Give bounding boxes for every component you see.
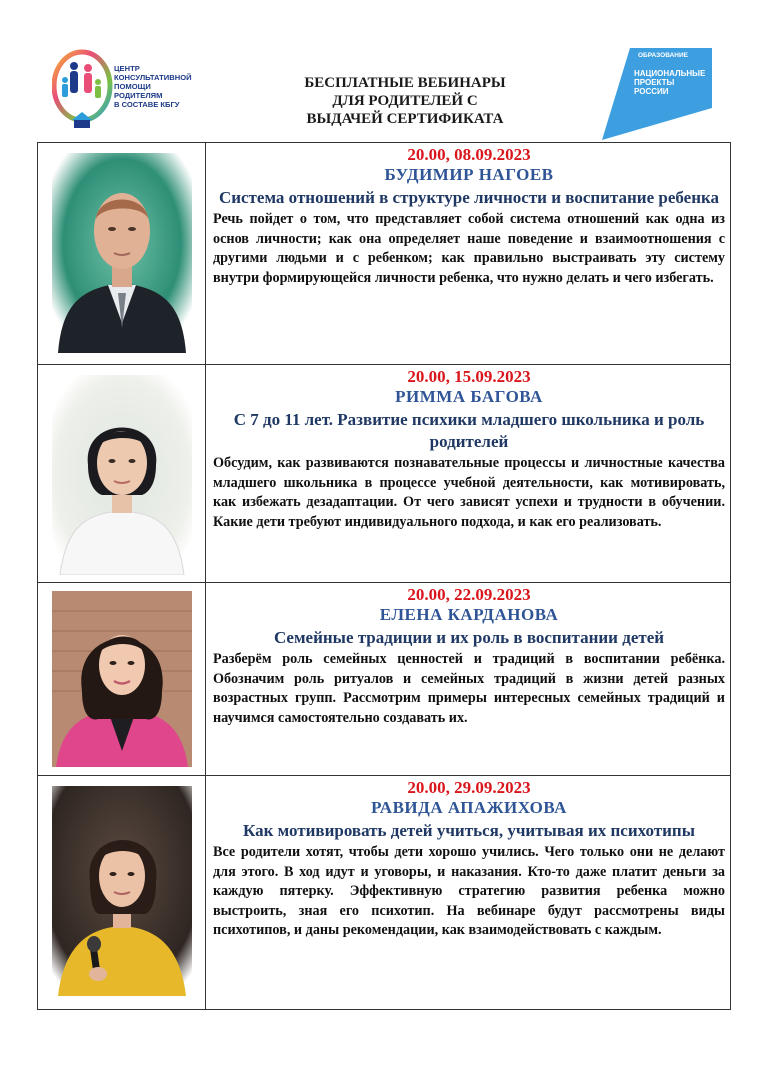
portrait-woman-microphone-icon xyxy=(52,786,192,996)
speaker-name: ЕЛЕНА КАРДАНОВА xyxy=(379,605,559,624)
logo-line: НАЦИОНАЛЬНЫЕ xyxy=(634,69,706,78)
speaker-name: РИММА БАГОВА xyxy=(395,387,543,406)
portrait-woman-white-blouse-icon xyxy=(52,375,192,575)
portrait-man-suit-icon xyxy=(52,153,192,353)
webinar-topic: Как мотивировать детей учиться, учитывая их психотипы xyxy=(243,821,695,840)
logo-line: РОССИИ xyxy=(634,87,669,96)
webinar-datetime: 20.00, 15.09.2023 xyxy=(407,367,531,386)
photo-cell xyxy=(38,776,206,1010)
speaker-photo xyxy=(52,786,192,996)
speaker-photo xyxy=(52,591,192,767)
logo-line: ПРОЕКТЫ xyxy=(634,78,675,87)
webinar-info xyxy=(206,365,731,583)
webinar-info xyxy=(206,776,731,1010)
webinar-topic: С 7 до 11 лет. Развитие психики младшего школьника и роль родителей xyxy=(233,410,705,451)
title-line-2: ДЛЯ РОДИТЕЛЕЙ С xyxy=(332,93,478,109)
logo-line: ПОМОЩИ xyxy=(114,82,151,91)
webinar-topic: Система отношений в структуре личности и воспитание ребенка xyxy=(218,188,720,207)
webinar-topic: Семейные традиции и их роль в воспитании детей xyxy=(273,628,665,647)
logo-line: КОНСУЛЬТАТИВНОЙ xyxy=(114,73,192,82)
webinar-description: Все родители хотят, чтобы дети хорошо учились. Чего только они не делают для этого. В ход идут и уговоры, и наказания. Кто-то даже платит деньги за каждую пятерку. Эффективную стратегию развития ребенка можно выстроить, зная его психотип. На вебинаре будут рассмотрены виды психотипов, и даны рекомендации, как взаимодействовать с каждым. xyxy=(213,844,725,939)
webinar-datetime: 20.00, 29.09.2023 xyxy=(407,778,531,797)
photo-cell xyxy=(38,365,206,583)
logo-line: РОДИТЕЛЯМ xyxy=(114,91,163,100)
page-title xyxy=(240,74,570,128)
webinar-datetime: 20.00, 22.09.2023 xyxy=(407,585,531,604)
table-row xyxy=(38,776,731,1010)
webinar-info xyxy=(206,143,731,365)
speaker-name: БУДИМИР НАГОЕВ xyxy=(384,165,554,184)
table-row xyxy=(38,143,731,365)
speaker-photo xyxy=(52,153,192,353)
logo-top-text: ОБРАЗОВАНИЕ xyxy=(638,52,688,59)
webinar-description: Разберём роль семейных ценностей и традиций в воспитании ребёнка. Обозначим роль ритуалов и семейных традиций в жизни детей разных возрастных групп. Рассмотрим примеры интересных семейных традиций и научимся самостоятельно создавать их. xyxy=(213,651,725,726)
webinar-schedule-table xyxy=(37,142,731,1010)
center-logo xyxy=(52,46,192,136)
webinar-datetime: 20.00, 08.09.2023 xyxy=(407,145,531,164)
national-projects-logo xyxy=(600,46,716,142)
table-row xyxy=(38,365,731,583)
photo-cell xyxy=(38,143,206,365)
webinar-description: Обсудим, как развиваются познавательные процессы и личностные качества младшего школьника в процессе учебной деятельности, как мотивировать, как избежать дезадаптации. От чего зависят успехи и трудности в обучении. Какие дети требуют индивидуального подхода, и как его реализовать. xyxy=(213,455,725,530)
logo-line: В СОСТАВЕ КБГУ xyxy=(114,100,180,109)
speaker-photo xyxy=(52,375,192,575)
photo-cell xyxy=(38,583,206,776)
title-line-1: БЕСПЛАТНЫЕ ВЕБИНАРЫ xyxy=(304,75,506,91)
webinar-info xyxy=(206,583,731,776)
portrait-woman-pink-jacket-icon xyxy=(52,591,192,767)
logo-line: ЦЕНТР xyxy=(114,64,140,73)
speaker-name: РАВИДА АПАЖИХОВА xyxy=(371,798,567,817)
table-row xyxy=(38,583,731,776)
title-line-3: ВЫДАЧЕЙ СЕРТИФИКАТА xyxy=(306,111,504,127)
webinar-description: Речь пойдет о том, что представляет собой система отношений как одна из основ личности; как она определяет наше поведение и взаимоотношения с другими людьми и с ребенком; как правильно выстраивать эту систему внутри формирующейся личности ребенка, что нужно делать и чего избегать. xyxy=(213,211,725,286)
